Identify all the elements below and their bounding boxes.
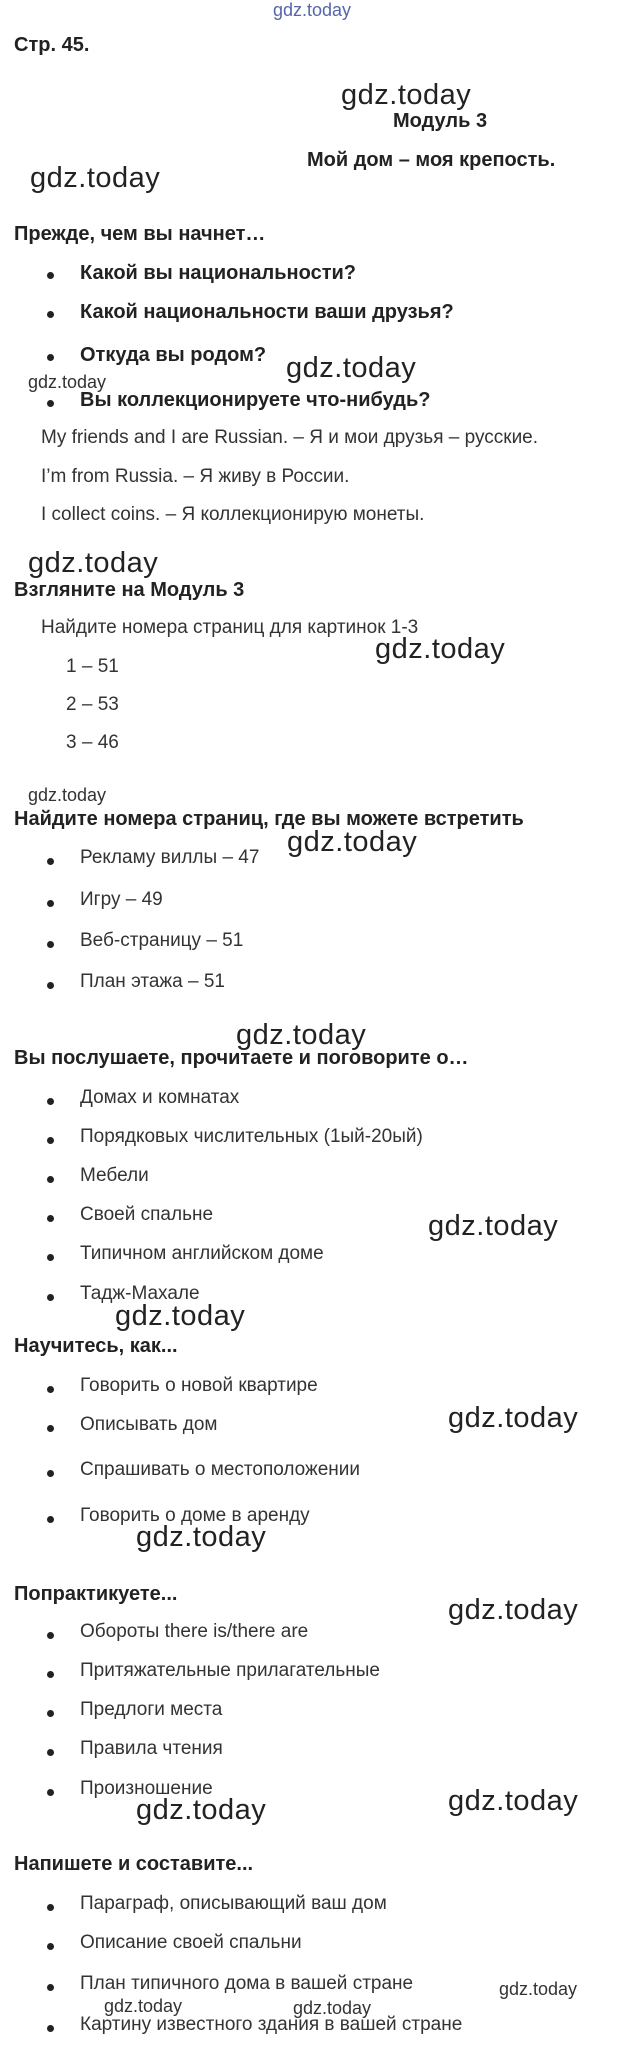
bullet: [47, 1632, 54, 1639]
watermark: gdz.today: [448, 1785, 579, 1817]
watermark: gdz.today: [28, 372, 107, 392]
list-item: Игру – 49: [80, 889, 163, 910]
watermark: gdz.today: [428, 1210, 559, 1242]
bullet: [47, 1470, 54, 1477]
watermark: gdz.today: [136, 1794, 267, 1826]
list-item: План типичного дома в вашей стране: [80, 1973, 414, 1994]
section-heading: Напишете и составите...: [14, 1853, 254, 1875]
section-heading: Научитесь, как...: [14, 1335, 178, 1357]
text-line: 2 – 53: [66, 694, 119, 715]
bullet: [47, 1254, 54, 1261]
bullet: [47, 1904, 54, 1911]
bullet: [47, 1425, 54, 1432]
bullet: [47, 311, 54, 318]
list-item: Описание своей спальни: [80, 1932, 302, 1953]
bullet: [47, 1671, 54, 1678]
watermark: gdz.today: [115, 1300, 246, 1332]
bullet: [47, 858, 54, 865]
watermark: gdz.today: [448, 1402, 579, 1434]
list-item: Говорить о доме в аренду: [80, 1505, 310, 1526]
list-item: Притяжательные прилагательные: [80, 1660, 381, 1681]
bullet: [47, 1176, 54, 1183]
watermark: gdz.today: [293, 1998, 372, 2018]
list-item: Вы коллекционируете что-нибудь?: [80, 389, 431, 411]
list-item: Предлоги места: [80, 1699, 223, 1720]
list-item: Картину известного здания в вашей стране: [80, 2014, 463, 2035]
watermark: gdz.today: [499, 1979, 578, 1999]
list-item: Говорить о новой квартире: [80, 1375, 318, 1396]
text-line: I collect coins. – Я коллекционирую монеты.: [41, 504, 425, 525]
bullet: [47, 982, 54, 989]
watermark: gdz.today: [30, 162, 161, 194]
bullet: [47, 1294, 54, 1301]
list-item: Произношение: [80, 1778, 213, 1799]
list-item: Домах и комнатах: [80, 1087, 240, 1108]
section-heading: Попрактикуете...: [14, 1583, 178, 1605]
bullet: [47, 941, 54, 948]
watermark: gdz.today: [273, 0, 352, 20]
watermark: gdz.today: [287, 826, 418, 858]
list-item: Описывать дом: [80, 1414, 218, 1435]
text-line: 3 – 46: [66, 732, 119, 753]
list-item: Типичном английском доме: [80, 1243, 324, 1264]
watermark: gdz.today: [136, 1521, 267, 1553]
list-item: Своей спальне: [80, 1204, 214, 1225]
bullet: [47, 1710, 54, 1717]
bullet: [47, 1215, 54, 1222]
section-heading: Прежде, чем вы начнет…: [14, 223, 266, 245]
bullet: [47, 354, 54, 361]
list-item: Правила чтения: [80, 1738, 223, 1759]
list-item: План этажа – 51: [80, 971, 225, 992]
list-item: Откуда вы родом?: [80, 344, 267, 366]
section-heading: Найдите номера страниц, где вы можете встретить: [14, 808, 524, 830]
bullet: [47, 1984, 54, 1991]
watermark: gdz.today: [236, 1019, 367, 1051]
page-ref: Стр. 45.: [14, 34, 90, 56]
watermark: gdz.today: [448, 1594, 579, 1626]
bullet: [47, 1386, 54, 1393]
bullet: [47, 1749, 54, 1756]
watermark: gdz.today: [104, 1996, 183, 2016]
list-item: Какой вы национальности?: [80, 262, 356, 284]
bullet: [47, 400, 54, 407]
watermark: gdz.today: [286, 352, 417, 384]
module-title: Модуль 3: [393, 110, 488, 132]
bullet: [47, 900, 54, 907]
watermark: gdz.today: [375, 633, 506, 665]
bullet: [47, 1137, 54, 1144]
list-item: Какой национальности ваши друзья?: [80, 301, 454, 323]
section-heading: Взгляните на Модуль 3: [14, 579, 245, 601]
list-item: Спрашивать о местоположении: [80, 1459, 361, 1480]
list-item: Обороты there is/there are: [80, 1621, 309, 1642]
watermark: gdz.today: [28, 547, 159, 579]
bullet: [47, 1943, 54, 1950]
bullet: [47, 1516, 54, 1523]
bullet: [47, 1789, 54, 1796]
module-subtitle: Мой дом – моя крепость.: [307, 149, 556, 171]
bullet: [47, 272, 54, 279]
section-heading: Вы послушаете, прочитаете и поговорите о…: [14, 1047, 469, 1069]
watermark: gdz.today: [341, 79, 472, 111]
text-line: I’m from Russia. – Я живу в России.: [41, 466, 350, 487]
list-item: Веб-страницу – 51: [80, 930, 244, 951]
bullet: [47, 2025, 54, 2032]
text-line: 1 – 51: [66, 656, 119, 677]
list-item: Рекламу виллы – 47: [80, 847, 260, 868]
list-item: Тадж-Махале: [80, 1283, 200, 1304]
text-line: My friends and I are Russian. – Я и мои друзья – русские.: [41, 427, 539, 448]
bullet: [47, 1098, 54, 1105]
text-line: Найдите номера страниц для картинок 1-3: [41, 617, 419, 638]
list-item: Порядковых числительных (1ый-20ый): [80, 1126, 423, 1147]
watermark: gdz.today: [28, 785, 107, 805]
list-item: Мебели: [80, 1165, 149, 1186]
list-item: Параграф, описывающий ваш дом: [80, 1893, 387, 1914]
